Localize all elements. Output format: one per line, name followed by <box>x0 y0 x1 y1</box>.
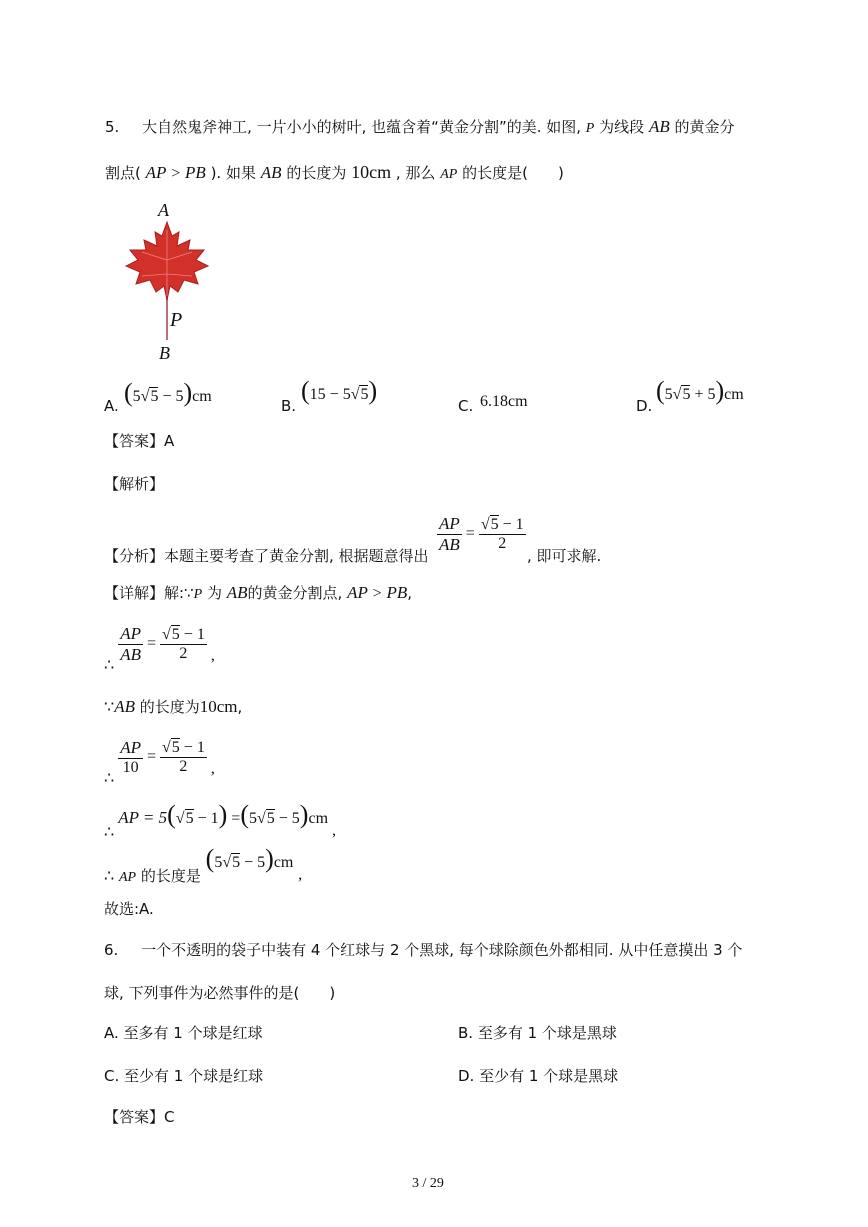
option-b-label: B. <box>281 397 297 415</box>
frac-minus: − <box>502 516 512 533</box>
frac-ap-ab <box>437 514 462 555</box>
option-d-expr: (5√5 + 5)cm <box>656 376 744 405</box>
q5-line1 <box>105 116 735 137</box>
s4-sqrt: 5 <box>185 810 194 827</box>
s4-eq: = <box>231 810 241 827</box>
paren-open-d: ( <box>656 376 665 405</box>
s1-comma: , <box>210 647 215 665</box>
frac-den-ab: AB <box>439 535 460 554</box>
s5-sqrt: 5 <box>232 854 241 871</box>
s1-minus: − <box>183 626 193 643</box>
label-b: B <box>159 343 170 363</box>
option-b-expr: (15 − 5√5) <box>301 376 378 405</box>
s4-p3: ( <box>240 800 249 829</box>
frac-sqrt5: 5 <box>490 516 499 533</box>
page-number: 3 / 29 <box>412 1176 444 1191</box>
q5-text-7: , 那么 <box>395 164 436 182</box>
q6-line2: 球, 下列事件为必然事件的是( ) <box>104 984 336 1002</box>
s4-p2: ) <box>218 800 228 829</box>
frac-golden: $\frac{√5 - 1}{2}$ <box>480 516 524 552</box>
s4-5: 5 <box>248 810 257 827</box>
s5-text: 的长度是 <box>140 867 201 885</box>
step5: ∴ AP 的长度是 (5√5 − 5)cm , <box>104 844 303 885</box>
math-ab-2: AB <box>260 163 282 182</box>
math-ab: AB <box>648 117 670 136</box>
sqrt-5b: 5 <box>360 386 369 403</box>
paren-close-d: ) <box>715 376 725 405</box>
minus-b: − <box>329 386 339 403</box>
s3-minus: − <box>183 739 193 756</box>
math-ap: AP <box>145 163 167 182</box>
s4-p4: ) <box>299 800 309 829</box>
s5-minus: − <box>244 854 254 871</box>
s5-ap: AP <box>118 870 137 885</box>
math-gt: > <box>171 165 181 182</box>
frac-num-ap: AP <box>439 514 460 533</box>
s3-sqrt: 5 <box>171 739 180 756</box>
detail-pb: PB <box>386 583 408 602</box>
detail-ap: AP <box>347 583 368 602</box>
therefore-1: ∴ <box>104 657 115 675</box>
frac-one: 1 <box>515 516 524 533</box>
paren-open-b: ( <box>301 376 310 405</box>
s5-cm: cm <box>273 854 294 871</box>
label-a: A <box>158 200 169 220</box>
s4-sqrt2: 5 <box>266 810 275 827</box>
s1-den: AB <box>120 645 141 664</box>
s4-minus: − <box>197 810 207 827</box>
num-5d: 5 <box>664 386 673 403</box>
q6-text-1: 一个不透明的袋子中装有 4 个红球与 2 个黑球, 每个球除颜色外都相同. 从中任意摸出 3 个 <box>141 941 743 959</box>
s1-num: AP <box>120 624 141 643</box>
s3-den: 10 <box>122 759 139 776</box>
maple-leaf-icon <box>118 200 218 365</box>
s3-eq: = <box>146 748 156 766</box>
q5-text-1: 大自然鬼斧神工, 一片小小的树叶, 也蕴含着“黄金分割”的美. 如图, <box>142 118 582 136</box>
s3-one: 1 <box>196 739 205 756</box>
detail-ab: AB <box>226 583 248 602</box>
paren-close: ) <box>183 378 193 407</box>
math-len: 10cm <box>351 162 392 182</box>
sqrt-5: 5 <box>150 388 159 405</box>
math-pb: PB <box>185 163 206 182</box>
s4-5b: 5 <box>291 810 300 827</box>
option-d-label: D. <box>636 397 653 415</box>
q5-fenxi: 【分析】本题主要考查了黄金分割, 根据题意得出 <box>104 547 429 565</box>
s1-two: 2 <box>179 645 188 662</box>
therefore-4: ∴ <box>104 868 115 885</box>
q5-text-3: 的黄金分 <box>674 118 735 136</box>
s5-5b: 5 <box>257 854 266 871</box>
detail-gt: > <box>372 585 382 602</box>
option-a-label: A. <box>104 397 119 415</box>
num-15: 15 <box>309 386 326 403</box>
q5-choose: 故选:A. <box>104 900 154 918</box>
step1 <box>104 624 215 675</box>
unit-cm-d: cm <box>724 386 744 403</box>
s2-ab: AB <box>114 697 135 716</box>
q5-analysis-label: 【解析】 <box>104 475 165 493</box>
q5-fenxi-end: , 即可求解. <box>527 547 602 565</box>
s5-p1: ( <box>205 844 215 873</box>
step1-frac-left <box>118 624 143 665</box>
s3-num: AP <box>120 738 141 757</box>
plus: + <box>694 386 704 403</box>
s2-len: 10cm <box>199 697 238 716</box>
math-ap-2: AP <box>440 167 458 182</box>
num-5c: 5 <box>342 386 351 403</box>
num-5b: 5 <box>175 388 184 405</box>
detail-p: P <box>193 587 203 602</box>
s4-one: 1 <box>210 810 219 827</box>
option-a-expr: (5√5 − 5)cm <box>124 378 212 407</box>
frac-two: 2 <box>498 535 507 552</box>
q6-line1 <box>104 939 742 960</box>
s3-comma: , <box>210 760 215 778</box>
therefore-3: ∴ <box>104 824 115 841</box>
s4-ap-eq: AP = 5 <box>118 808 168 827</box>
s1-one: 1 <box>196 626 205 643</box>
q6-option-b: B. 至多有 1 个球是黑球 <box>458 1024 617 1042</box>
q5-text-4: 割点( <box>105 164 141 182</box>
math-p: P <box>585 121 595 136</box>
q6-option-d: D. 至少有 1 个球是黑球 <box>458 1067 619 1085</box>
detail-mid2: 的黄金分割点, <box>247 584 343 602</box>
paren-open: ( <box>124 378 133 407</box>
num-5: 5 <box>132 388 141 405</box>
maple-leaf-figure <box>118 200 218 365</box>
detail-start: 【详解】解:∵ <box>104 584 194 602</box>
s4-cm: cm <box>308 810 329 827</box>
q6-option-c: C. 至少有 1 个球是红球 <box>104 1067 264 1085</box>
option-c-value: 6.18cm <box>480 393 528 410</box>
num-5e: 5 <box>707 386 716 403</box>
detail-comma: , <box>407 584 413 602</box>
s3-two: 2 <box>179 758 188 775</box>
step3 <box>104 738 215 788</box>
q5-text-5: ). 如果 <box>210 164 256 182</box>
s4-minus2: − <box>278 810 288 827</box>
eq-sign: = <box>465 525 475 543</box>
unit-cm: cm <box>192 388 212 405</box>
step4: ∴ AP = 5(√5 − 1) =(5√5 − 5)cm , <box>104 800 337 841</box>
q5-answer: 【答案】A <box>104 432 175 450</box>
because-1: ∵ <box>104 699 115 716</box>
q5-number: 5. <box>105 118 120 136</box>
step1-frac-right: $\frac{√5 - 1}{2}$ <box>162 626 205 662</box>
s4-comma: , <box>332 822 337 839</box>
step2 <box>104 696 242 717</box>
s5-5: 5 <box>214 854 223 871</box>
minus: − <box>162 388 172 405</box>
q5-detail-line <box>104 582 412 603</box>
sqrt-5c: 5 <box>682 386 691 403</box>
s2-comma: , <box>237 698 243 716</box>
s1-eq: = <box>146 635 156 653</box>
s4-p1: ( <box>167 800 176 829</box>
s2-text: 的长度为 <box>139 698 200 716</box>
q6-number: 6. <box>104 941 119 959</box>
paren-close-b: ) <box>368 376 378 405</box>
s1-sqrt: 5 <box>171 626 180 643</box>
q6-option-a: A. 至多有 1 个球是红球 <box>104 1024 263 1042</box>
fenxi-fraction <box>437 514 526 555</box>
s5-comma: , <box>298 866 303 883</box>
step3-frac-left <box>118 738 143 777</box>
label-p: P <box>170 309 183 331</box>
s5-p2: ) <box>265 844 274 873</box>
therefore-2: ∴ <box>104 770 115 788</box>
step3-frac-right: $\frac{√5 - 1}{2}$ <box>162 739 205 775</box>
q5-text-6: 的长度为 <box>286 164 347 182</box>
option-c-label: C. <box>458 397 474 415</box>
q5-text-8: 的长度是( ) <box>462 164 564 182</box>
detail-mid: 为 <box>206 584 222 602</box>
q5-line2 <box>105 162 564 183</box>
q6-answer: 【答案】C <box>104 1108 175 1126</box>
q5-text-2: 为线段 <box>599 118 645 136</box>
